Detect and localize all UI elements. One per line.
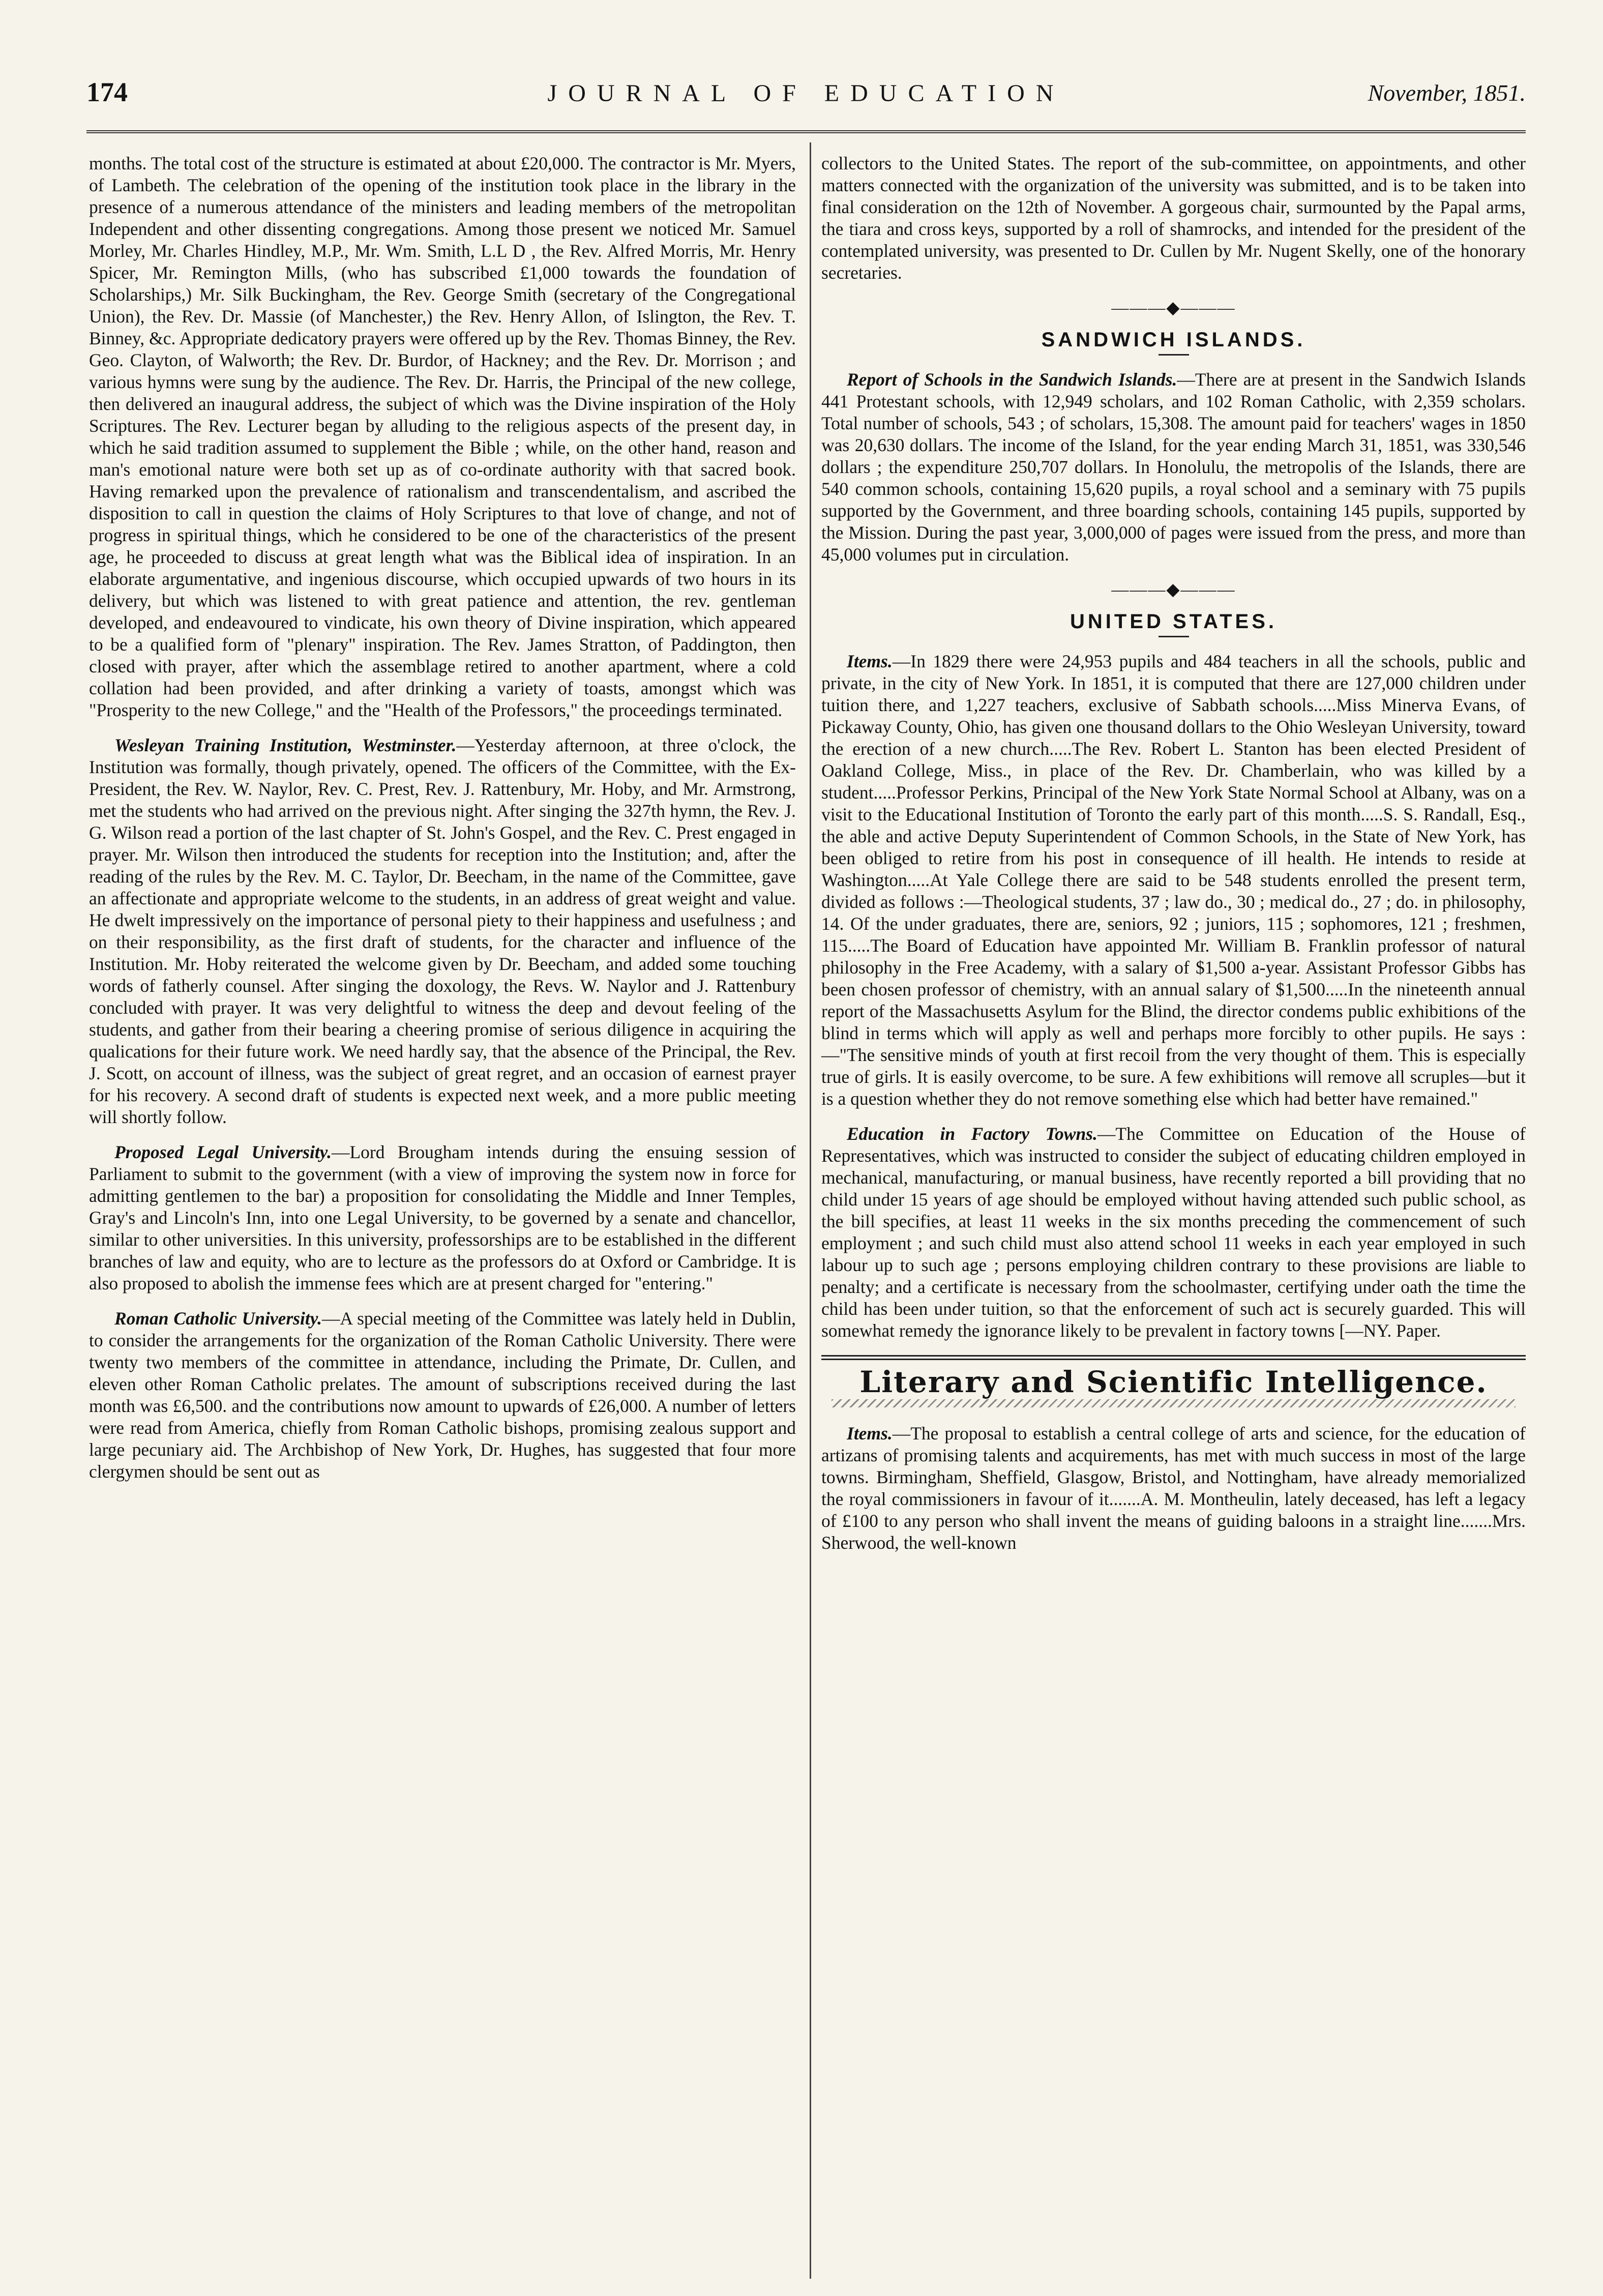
header-rule — [86, 130, 1526, 133]
article-catholic-university — [89, 1308, 796, 1483]
article-factory-towns — [821, 1123, 1526, 1342]
section-heading-sandwich: SANDWICH ISLANDS. — [1041, 329, 1306, 351]
article-lead: Report of Schools in the Sandwich Islands. — [847, 369, 1177, 390]
article-body: —Yesterday afternoon, at three o'clock, the Institution was formally, though privately, opened. The officers of the Committee, with the Ex-President, the Rev. W. Naylor, Rev. C. Prest, Rev. J. Rattenbury, Mr. Hoby, and Mr. Armstrong, met the students who had arrived on the previous night. After singing the 327th hymn, the Rev. J. G. Wilson read a portion of the last chapter of St. John's Gospel, and the Rev. C. Prest engaged in prayer. Mr. Wilson then introduced the students for reception into the Institution; and, after the reading of the rules by the Rev. M. C. Taylor, Dr. Beecham, in the name of the Committee, gave an affectionate and appropriate welcome to the students, in an address of great weight and value. He dwelt impressively on the importance of personal piety to their happiness and usefulness ; and on their responsibility, as the first draft of students, for the character and influence of the Institution. Mr. Hoby reiterated the welcome given by Dr. Beecham, and added some touching words of fatherly counsel. After singing the doxology, the Revs. W. Naylor and J. Rattenbury concluded with prayer. It was very delightful to witness the deep and devout feeling of the students, and gather from their bearing a cheering promise of serious diligence in acquiring the qualications for their future work. We need hardly say, that the absence of the Principal, the Rev. J. Scott, on account of illness, was the subject of great regret, and an occasion of earnest prayer for his recovery. A second draft of students is expected next week, and a more public meeting will shortly follow. — [89, 735, 796, 1127]
short-rule — [1159, 354, 1189, 356]
column-divider — [810, 142, 811, 2279]
article-lead: Proposed Legal University. — [114, 1142, 332, 1162]
page-header — [86, 76, 1526, 117]
right-column — [821, 153, 1526, 1567]
section-heading-literary: Literary and Scientific Intelligence. — [859, 1365, 1488, 1399]
page-number: 174 — [86, 77, 128, 107]
article-body: —The Committee on Education of the House of Representatives, which was instructed to consider the subject of educating children employed in mechanical, manufacturing, or manual business, have recently reported a bill providing that no child under 15 years of age should be employed without having attended such public school, as the bill specifies, at least 11 weeks in the six months preceding the commencement of such employment ; and such child must also attend school 11 weeks in each year employed in such labour up to such age ; persons employing children contrary to these provisions are liable to penalty; and a certificate is necessary from the schoolmaster, certifying under oath the time the child has been under tuition, so that the enforcement of such act is securely guarded. This will somewhat remedy the ignorance likely to be prevalent in factory towns [—NY. Paper. — [821, 1124, 1526, 1341]
article-wesleyan — [89, 734, 796, 1128]
article-lead: Items. — [847, 1423, 893, 1444]
journal-title: JOURNAL OF EDUCATION — [547, 80, 1065, 107]
article-paragraph: months. The total cost of the structure is estimated at about £20,000. The contractor is Mr. Myers, of Lambeth. The celebration of the opening of the institution took place in the library in the presence of a numerous attendance of the ministers and leading members of the metropolitan Independent and other dissenting congregations. Among those present we noticed Mr. Samuel Morley, Mr. Charles Hindley, M.P., Mr. Wm. Smith, L.L D , the Rev. Alfred Morris, Mr. Henry Spicer, Mr. Remington Mills, (who has subscribed £1,000 towards the foundation of Scholarships,) Mr. Silk Buckingham, the Rev. George Smith (secretary of the Congregational Union), the Rev. Dr. Massie (of Manchester,) the Rev. Henry Allon, of Islington, the Rev. T. Binney, &c. Appropriate dedicatory prayers were offered up by the Rev. Thomas Binney, the Rev. Geo. Clayton, of Walworth; the Rev. Dr. Burdor, of Hackney; and the Rev. Dr. Morrison ; and various hymns were sung by the audience. The Rev. Dr. Harris, the Principal of the new college, then delivered an inaugural address, the subject of which was the Divine inspiration of the Holy Scriptures. The Rev. Lecturer began by alluding to the religious aspects of the present day, in which he said tradition assumed to supplement the Bible ; while, on the other hand, reason and man's emotional nature were both set up as of co-ordinate authority with that sacred book. Having remarked upon the prevalence of rationalism and transcendentalism, and ascribed the disposition to call in question the claims of Holy Scriptures to that love of change, and not of progress in spiritual things, which he considered to be one of the characteristics of the present age, he proceeded to discuss at great length what was the Biblical idea of inspiration. In an elaborate argumentative, and ingenious discourse, which occupied upwards of two hours in its delivery, but which was listened to with great patience and attention, the rev. gentleman developed, and endeavoured to vindicate, his own theory of Divine inspiration, which appeared to be a qualified form of "plenary" inspiration. The Rev. James Stratton, of Paddington, then closed with prayer, after which the assemblage retired to another apartment, where a cold collation had been provided, and after drinking a variety of toasts, amongst which was "Prosperity to the new College," and the "Health of the Professors," the proceedings terminated. — [89, 153, 796, 720]
section-heading-united-states: UNITED STATES. — [1070, 610, 1277, 633]
wavy-rule — [832, 1399, 1516, 1407]
article-body: —In 1829 there were 24,953 pupils and 484 teachers in all the schools, public and private, in the city of New York. In 1851, it is computed that there are 127,000 children under tuition there, and 1,227 teachers, exclusive of Sabbath schools.....Miss Minerva Evans, of Pickaway County, Ohio, has given one thousand dollars to the Ohio Wesleyan University, toward the erection of a new church.....The Rev. Robert L. Stanton has been elected President of Oakland College, Miss., in place of the Rev. Dr. Chamberlain, who was killed by a student.....Professor Perkins, Principal of the New York State Normal School at Albany, was on a visit to the Educational Institution of Toronto the early part of this month.....S. S. Randall, Esq., the able and active Deputy Superintendent of Common Schools, in the State of New York, has been obliged to retire from his post in consequence of ill health. He intends to reside at Washington.....At Yale College there are said to be 548 students enrolled the present term, divided as follows :—Theological students, 37 ; law do., 30 ; medical do., 27 ; do. in philosophy, 14. Of the under graduates, there are, seniors, 92 ; juniors, 115 ; sophomores, 121 ; freshmen, 115.....The Board of Education have appointed Mr. William B. Franklin professor of natural philosophy in the Free Academy, with a salary of $1,500 a-year. Assistant Professor Gibbs has been chosen professor of chemistry, with an annual salary of $1,500.....In the nineteenth annual report of the Massachusetts Asylum for the Blind, the director condems public exhibitions of the blind in terms which will apply as well and perhaps more forcibly to other pupils. He says :—"The sensitive minds of youth at first recoil from the very thought of them. This is especially true of girls. It is easily overcome, to be sure. A few exhibitions will remove all scruples—but it is a question whether they do not remove something else which had better have remained." — [821, 651, 1526, 1109]
article-lead: Roman Catholic University. — [114, 1308, 322, 1329]
article-lead: Education in Factory Towns. — [847, 1124, 1097, 1144]
article-legal-university — [89, 1141, 796, 1294]
ornament-divider: ———◆——— — [1111, 299, 1236, 317]
article-sandwich-schools — [821, 369, 1526, 566]
article-literary-items — [821, 1423, 1526, 1554]
left-column — [89, 153, 796, 1496]
article-body: —Lord Brougham intends during the ensuing session of Parliament to submit to the government (with a view of improving the system now in force for admitting gentlemen to the bar) a proposition for consolidating the Middle and Inner Temples, Gray's and Lincoln's Inn, into one Legal University, to be governed by a senate and chancellor, similar to other universities. In this university, professorships are to be established in the different branches of law and equity, who are to lecture as the professors do at Oxford or Cambridge. It is also proposed to abolish the immense fees which are at present charged for "entering." — [89, 1142, 796, 1293]
ornament-divider: ———◆——— — [1111, 580, 1236, 599]
short-rule — [1159, 636, 1189, 637]
article-paragraph: collectors to the United States. The report of the sub-committee, on appointments, and other matters connected with the organization of the university was submitted, and is to be taken into final consideration on the 12th of November. A gorgeous chair, surmounted by the Papal arms, the tiara and cross keys, supported by a roll of shamrocks, and intended for the president of the contemplated university, was presented to Dr. Cullen by Mr. Nugent Skelly, one of the honorary secretaries. — [821, 153, 1526, 283]
article-lead: Items. — [847, 651, 893, 671]
article-us-items — [821, 651, 1526, 1110]
article-body: —There are at present in the Sandwich Islands 441 Protestant schools, with 12,949 scholars, and 102 Roman Catholic, with 2,359 scholars. Total number of schools, 543 ; of scholars, 15,308. The amount paid for teachers' wages in 1850 was 20,630 dollars. The income of the Island, for the year ending March 31, 1851, was 330,546 dollars ; the expenditure 250,707 dollars. In Honolulu, the metropolis of the Islands, there are 540 common schools, containing 15,620 pupils, a royal school and a seminary with 75 pupils supported by the Government, and three boarding schools, containing 145 pupils, supported by the Mission. During the past year, 3,000,000 of pages were issued from the press, and more than 45,000 volumes put in circulation. — [821, 369, 1526, 565]
article-lead: Wesleyan Training Institution, Westminster. — [114, 735, 457, 755]
issue-date: November, 1851. — [1368, 80, 1526, 106]
section-rule — [821, 1355, 1526, 1360]
article-body: —A special meeting of the Committee was lately held in Dublin, to consider the arrangements for the organization of the Roman Catholic University. There were twenty two members of the committee in attendance, including the Primate, Dr. Cullen, and eleven other Roman Catholic prelates. The amount of subscriptions received during the last month was £6,500. and the contributions now amount to upwards of £26,000. A number of letters were read from America, chiefly from Roman Catholic bishops, promising zealous support and large pecuniary aid. The Archbishop of New York, Dr. Hughes, has suggested that four more clergymen should be sent out as — [89, 1308, 796, 1482]
article-body: —The proposal to establish a central college of arts and science, for the education of artizans of promising talents and acquirements, has met with much success in most of the large towns. Birmingham, Sheffield, Glasgow, Bristol, and Nottingham, have already memorialized the royal commissioners in favour of it.......A. M. Montheulin, lately deceased, has left a legacy of £100 to any person who shall invent the means of guiding baloons in a straight line.......Mrs. Sherwood, the well-known — [821, 1423, 1526, 1553]
